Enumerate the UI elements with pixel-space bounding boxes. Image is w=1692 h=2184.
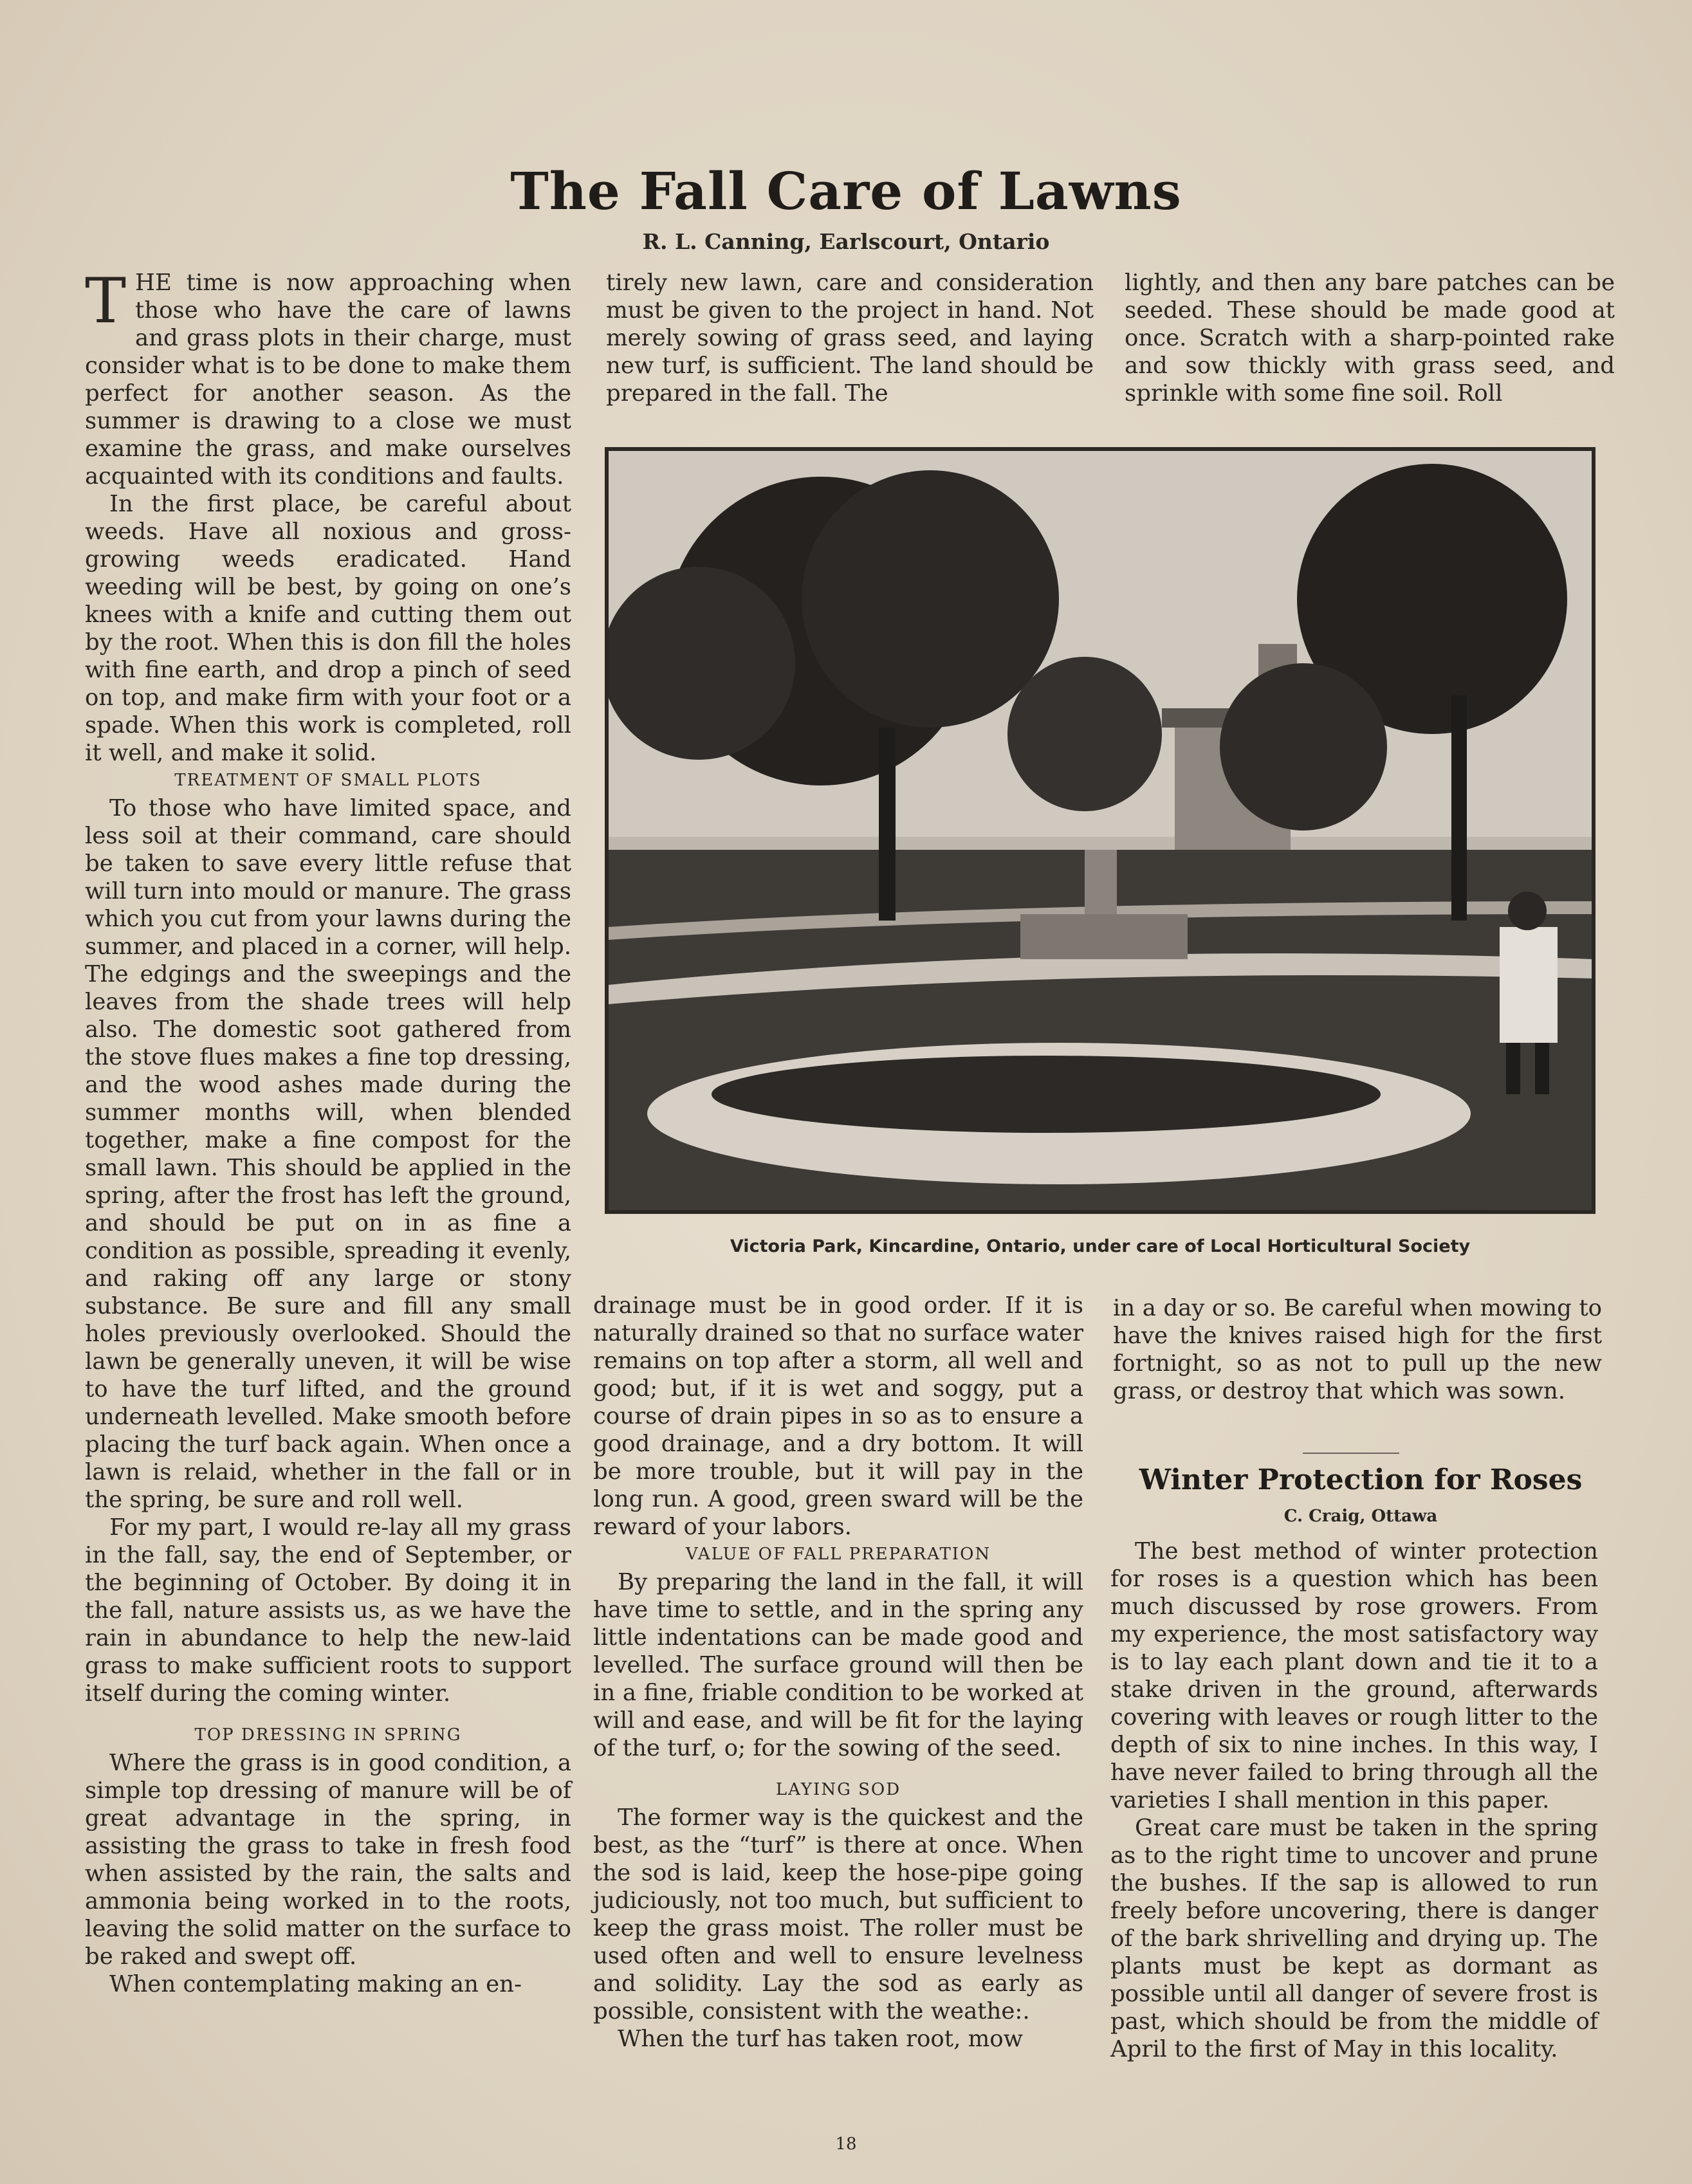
paragraph: in a day or so. Be careful when mowing to have the knives raised high for the first fortnight, so as not to pull up the new grass, or destroy that which was sown. xyxy=(1113,1295,1602,1404)
paragraph: For my part, I would re-lay all my grass in the fall, say, the end of September, or the beginning of October. By doing it in the fall, nature assists us, as we have the rain in abundance to help the new-laid grass to make sufficient roots to support itself during the coming winter. xyxy=(85,1514,571,1707)
paragraph: When the turf has taken root, mow xyxy=(618,2026,1024,2052)
subheading: TREATMENT OF SMALL PLOTS xyxy=(174,771,482,790)
paragraph: lightly, and then any bare patches can be seeded. These should be made good at once. Scratch with a sharp-pointed rake and sow thickly with grass seed, and sprinkle with some fine soil. Roll xyxy=(1125,270,1615,407)
column-1 xyxy=(85,265,571,1998)
paragraph: Where the grass is in good condition, a simple top dressing of manure will be of great advantage in the spring, in assisting the grass to take in fresh food when assisted by the rain, the salts and ammonia being worked in to the roots, leaving the solid matter on the surface to be raked and swept off. xyxy=(85,1750,571,1970)
paragraph: To those who have limited space, and less soil at their command, care should be taken to save every little refuse that will turn into mould or manure. The grass which you cut from your lawns during the summer, and placed in a corner, will help. The edgings and the sweepings and the leaves from the shade trees will help also. The domestic soot gathered from the stove flues makes a fine top dressing, and the wood ashes made during the summer months will, when blended together, make a fine compost for the small lawn. This should be applied in the spring, after the frost has left the ground, and should be put on in as fine a condition as possible, spreading it evenly, and raking off any large or stony substance. Be sure and fill any small holes previously overlooked. Should the lawn be generally uneven, it will be wise to have the turf lifted, and the ground underneath levelled. Make smooth before placing the turf back again. When once a lawn is relaid, whether in the fall or in the spring, be sure and roll well. xyxy=(85,795,571,1513)
section-divider xyxy=(1303,1453,1399,1454)
roses-byline: C. Craig, Ottawa xyxy=(1283,1507,1438,1526)
article-byline: R. L. Canning, Earlscourt, Ontario xyxy=(642,229,1050,254)
column-2-top xyxy=(606,269,1094,407)
paragraph: Great care must be taken in the spring as to the right time to uncover and prune the bushes. If the sap is allowed to run freely before uncovering, there is danger of the bark shrivelling and drying up. The plants must be kept as dormant as possible until all danger of severe frost is past, which should be from the middle of April to the first of May in this locality. xyxy=(1110,1815,1598,2062)
paragraph: By preparing the land in the fall, it will have time to settle, and in the spring any little indentations can be made good and levelled. The surface ground will then be in a fine, friable condition to be worked at will and ease, and will be fit for the laying of the turf, o; for the sowing of the seed. xyxy=(593,1569,1083,1761)
paragraph: drainage must be in good order. If it is naturally drained so that no surface water remains on top after a storm, all well and good; but, if it is wet and soggy, put a course of drain pipes in so as to ensure a good drainage, and a dry bottom. It will be more trouble, but it will pay in the long run. A good, green sward will be the reward of your labors. xyxy=(593,1292,1084,1540)
paragraph: When contemplating making an en- xyxy=(109,1971,522,1997)
paragraph: The former way is the quickest and the best, as the “turf” is there at once. When the sod is laid, keep the hose-pipe going judiciously, not too much, but sufficient to keep the grass moist. The roller must be used often and well to ensure levelness and solidity. Lay the sod as early as possible, consistent with the weathe:. xyxy=(593,1804,1083,2024)
page-number: 18 xyxy=(835,2134,857,2154)
column-2-bottom xyxy=(593,1292,1083,2053)
subheading: TOP DRESSING IN SPRING xyxy=(194,1725,462,1745)
subheading: VALUE OF FALL PREPARATION xyxy=(685,1545,991,1564)
paragraph: tirely new lawn, care and consideration must be given to the project in hand. Not merely sowing of grass seed, and laying new turf, is sufficient. The land should be prepared in the fall. The xyxy=(606,270,1094,407)
park-photograph xyxy=(605,447,1595,1214)
roses-title: Winter Protection for Roses xyxy=(1139,1464,1583,1496)
column-3-top xyxy=(1125,269,1615,407)
roses-column xyxy=(1110,1537,1598,2063)
paragraph: HE time is now approaching when those who have the care of lawns and grass plots in their charge, must consider what is to be done to make them perfect for another season. As the summer is drawing to a close we must examine the grass, and make ourselves acquainted with its conditions and faults. xyxy=(85,270,571,490)
column-3-bottom xyxy=(1113,1294,1602,1405)
article-title: The Fall Care of Lawns xyxy=(510,161,1182,221)
subheading: LAYING SOD xyxy=(775,1780,901,1799)
paragraph: The best method of winter protection for roses is a question which has been much discussed by rose growers. From my experience, the most satisfactory way is to lay each plant down and tie it to a stake driven in the ground, afterwards covering with leaves or rough litter to the depth of six to nine inches. In this way, I have never failed to bring through all the varieties I shall mention in this paper. xyxy=(1110,1538,1598,1813)
photo-caption: Victoria Park, Kincardine, Ontario, under care of Local Horticultural Society xyxy=(730,1236,1471,1256)
drop-cap: T xyxy=(85,265,127,337)
paragraph: In the first place, be careful about weeds. Have all noxious and gross-growing weeds eradicated. Hand weeding will be best, by going on one’s knees with a knife and cutting them out by the root. When this is don fill the holes with fine earth, and drop a pinch of seed on top, and make firm with your foot or a spade. When this work is completed, roll it well, and make it solid. xyxy=(85,491,571,766)
